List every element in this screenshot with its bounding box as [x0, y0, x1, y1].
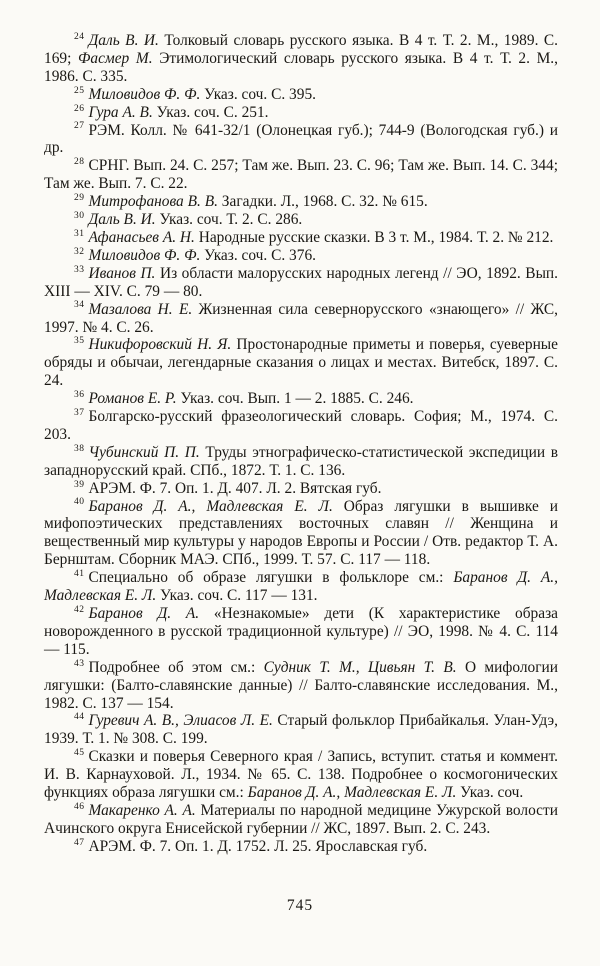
footnote-text: Указ. соч. С. 251. — [152, 103, 269, 121]
footnote-text: АРЭМ. Ф. 7. Оп. 1. Д. 1752. Л. 25. Ярославская губ. — [88, 837, 428, 855]
footnote-author: Фасмер М. — [78, 49, 153, 67]
footnote-number: 27 — [74, 121, 85, 132]
footnote-text: Жизненная сила севернорусского «знающего» // ЖС, 1997. № 4. С. 26. — [44, 300, 558, 336]
footnote-author: Афанасьев А. Н. — [88, 228, 195, 246]
footnote-40 — [44, 498, 558, 570]
footnote-39 — [44, 480, 558, 498]
footnote-author: Никифоровский Н. Я. — [88, 336, 232, 354]
footnote-number: 36 — [74, 390, 85, 400]
footnote-text: Материалы по народной медицине Ужурской волости Ачинского округа Енисейской губернии // ЖС, 1897. Вып. 2. С. 243. — [44, 801, 558, 837]
footnote-number: 34 — [74, 300, 85, 311]
footnote-text: РЭМ. Колл. № 641-32/1 (Олонецкая губ.); 744-9 (Вологодская губ.) и др. — [44, 121, 558, 157]
footnote-author: Судник Т. М., Цивьян Т. В. — [263, 658, 457, 676]
footnote-29 — [44, 193, 558, 211]
footnote-text: Болгарско-русский фразеологический словарь. София; М., 1974. С. 203. — [44, 408, 558, 443]
footnote-text: Загадки. Л., 1968. С. 32. № 615. — [217, 193, 428, 211]
footnote-38 — [44, 444, 558, 480]
footnote-number: 31 — [74, 228, 85, 239]
footnote-31 — [44, 229, 558, 247]
footnote-author: Иванов П. — [88, 264, 156, 282]
footnote-number: 43 — [74, 658, 85, 669]
footnote-text: Образ лягушки в вышивке и мифопоэтических представлениях восточных славян // Женщина и вещественный мир культуры у народов Европы и России / Отв. редактор Т. А. Бернштам. Сборник МАЭ. СПб., 1999. Т. 57. С. 117 — 118. — [44, 497, 559, 569]
footnote-text: Простонародные приметы и поверья, суеверные обряды и обычаи, легендарные сказания о лицах и местах. Витебск, 1897. С. 24. — [44, 336, 558, 390]
footnote-number: 33 — [74, 264, 85, 275]
footnote-text: Сказки и поверья Северного края / Запись, вступит. статья и коммент. И. В. Карнауховой. Л., 1934. № 65. С. 138. Подробнее о космогонических функциях образа лягушки см.: — [44, 748, 558, 802]
footnote-44 — [44, 712, 558, 748]
footnote-author: Чубинский П. П. — [88, 443, 200, 461]
footnote-number: 24 — [74, 31, 85, 42]
footnote-number: 46 — [74, 801, 85, 812]
footnote-author: Миловидов Ф. Ф. — [88, 85, 201, 103]
footnote-author: Даль В. И. — [88, 32, 159, 49]
footnote-author: Баранов Д. А., Мадлевская Е. Л. — [247, 784, 457, 802]
footnote-author: Гура А. В. — [88, 103, 153, 121]
footnote-number: 37 — [74, 407, 85, 418]
footnote-27 — [44, 122, 558, 158]
footnote-26 — [44, 104, 558, 122]
footnote-text: Указ. соч. С. 376. — [200, 246, 316, 264]
footnote-number: 39 — [74, 479, 85, 490]
footnote-text: «Незнакомые» дети (К характеристике образа новорожденного в русской традиционной культуре) // ЭО, 1998. № 4. С. 114 — 115. — [44, 605, 558, 658]
footnote-author: Мазалова Н. Е. — [88, 300, 193, 318]
footnote-text: Старый фольклор Прибайкалья. Улан-Удэ, 1939. Т. 1. № 308. С. 199. — [44, 712, 558, 748]
footnote-text: АРЭМ. Ф. 7. Оп. 1. Д. 407. Л. 2. Вятская губ. — [88, 479, 382, 497]
footnote-36 — [44, 390, 558, 408]
footnote-number: 25 — [74, 85, 85, 96]
footnote-number: 40 — [74, 497, 85, 508]
footnote-number: 38 — [74, 443, 85, 454]
footnote-author: Романов Е. Р. — [88, 390, 177, 408]
footnote-author: Гуревич А. В., Элиасов Л. Е. — [88, 712, 273, 730]
footnote-author: Баранов Д. А., Мадлевская Е. Л. — [44, 569, 558, 605]
footnote-author: Митрофанова В. В. — [88, 193, 218, 211]
footnote-24 — [44, 32, 558, 86]
footnote-46 — [44, 802, 558, 838]
footnote-text: Указ. соч. С. 395. — [200, 85, 316, 103]
footnote-text: Этимологический словарь русского языка. В 4 т. Т. 2. М., 1986. С. 335. — [44, 49, 558, 85]
footnote-47 — [44, 838, 558, 856]
footnote-45 — [44, 748, 558, 802]
footnote-text: СРНГ. Вып. 24. С. 257; Там же. Вып. 23. С. 96; Там же. Вып. 14. С. 344; Там же. Вып. 7. С. 22. — [44, 157, 558, 193]
footnote-33 — [44, 265, 558, 301]
footnote-author: Баранов Д. А. — [88, 605, 200, 622]
footnote-35 — [44, 336, 558, 390]
footnote-text: Указ. соч. Вып. 1 — 2. 1885. С. 246. — [176, 390, 414, 408]
footnote-author: Баранов Д. А., Мадлевская Е. Л. — [88, 497, 333, 515]
footnote-number: 32 — [74, 246, 85, 257]
footnote-author: Даль В. И. — [88, 211, 156, 229]
footnote-34 — [44, 301, 558, 337]
footnote-text: Толковый словарь русского языка. В 4 т. Т. 2. М., 1989. С. 169; — [44, 32, 558, 67]
footnote-number: 29 — [74, 193, 85, 204]
footnote-text: Подробнее об этом см.: — [88, 658, 264, 676]
page-number: 745 — [286, 897, 314, 914]
footnote-37 — [44, 408, 558, 444]
footnote-number: 30 — [74, 210, 85, 221]
footnote-text: Из области малорусских народных легенд // ЭО, 1892. Вып. XIII — XIV. С. 79 — 80. — [44, 264, 558, 300]
footnote-text: Указ. соч. Т. 2. С. 286. — [155, 211, 303, 229]
footnote-number: 47 — [74, 837, 85, 848]
footnote-text: Народные русские сказки. В 3 т. М., 1984. Т. 2. № 212. — [194, 228, 554, 246]
footnote-text: О мифологии лягушки: (Балто-славянские данные) // Балто-славянские исследования. М., 1982. С. 137 — 154. — [44, 658, 558, 712]
footnote-30 — [44, 211, 558, 229]
footnote-number: 44 — [74, 712, 85, 723]
footnote-author: Макаренко А. А. — [88, 801, 196, 819]
footnote-text: Труды этнографическо-статистической экспедиции в западнорусский край. СПб., 1872. Т. 1. С. 136. — [44, 443, 558, 479]
footnote-43 — [44, 659, 558, 713]
footnote-number: 45 — [74, 748, 85, 759]
notes-list — [44, 32, 558, 856]
footnote-number: 42 — [74, 604, 85, 615]
footnote-41 — [44, 569, 558, 605]
footnote-number: 41 — [74, 569, 85, 580]
footnote-42 — [44, 605, 558, 659]
footnote-text: Указ. соч. С. 117 — 131. — [156, 587, 318, 605]
footnote-32 — [44, 247, 558, 265]
footnote-text: Указ. соч. — [456, 784, 524, 802]
footnote-number: 35 — [74, 336, 85, 347]
footnote-number: 26 — [74, 103, 85, 114]
footnote-text: Специально об образе лягушки в фольклоре см.: — [88, 569, 454, 587]
footnote-number: 28 — [74, 157, 85, 168]
footnote-25 — [44, 86, 558, 104]
footnote-28 — [44, 157, 558, 193]
footnote-author: Миловидов Ф. Ф. — [88, 246, 201, 264]
